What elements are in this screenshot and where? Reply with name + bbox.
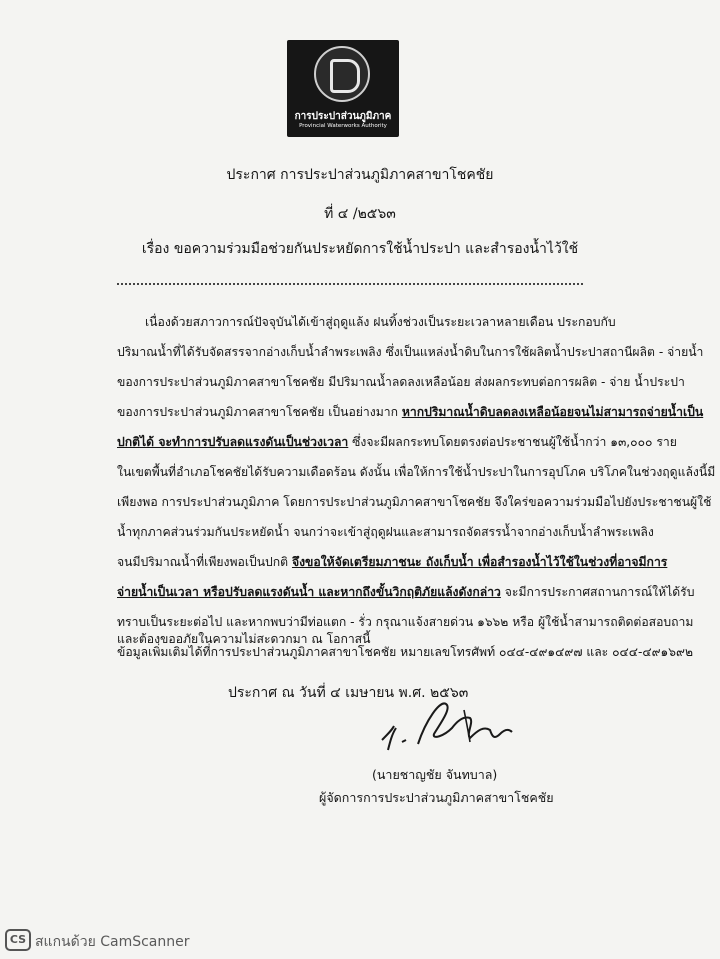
dotted-divider bbox=[117, 283, 583, 285]
body-line bbox=[117, 553, 668, 573]
body-line: ปริมาณน้ำที่ได้รับจัดสรรจากอ่างเก็บน้ำลำพระเพลิง ซึ่งเป็นแหล่งน้ำดิบในการใช้ผลิตน้ำประปาสถานีผลิต - จ่ายน้ำ bbox=[117, 345, 704, 359]
handwritten-signature bbox=[374, 690, 524, 758]
body-line bbox=[117, 433, 677, 453]
body-line: ในเขตพื้นที่อำเภอโชคชัยได้รับความเดือดร้อน ดังนั้น เพื่อให้การใช้น้ำประปาในการอุปโภค บริโภคในช่วงฤดูแล้งนี้มี bbox=[117, 465, 716, 479]
announcement-number: ที่ ๔ /๒๕๖๓ bbox=[324, 206, 396, 222]
emphasized-text: จ่ายน้ำเป็นเวลา หรือปรับลดแรงดันน้ำ และหากถึงขั้นวิกฤติภัยแล้งดังกล่าว bbox=[117, 585, 501, 599]
body-line: และต้องขออภัยในความไม่สะดวกมา ณ โอกาสนี้ bbox=[117, 632, 371, 646]
body-line bbox=[117, 403, 704, 423]
camscanner-logo-icon: CS bbox=[5, 929, 31, 951]
body-line: เนื่องด้วยสภาวการณ์ปัจจุบันได้เข้าสู่ฤดูแล้ง ฝนทิ้งช่วงเป็นระยะเวลาหลายเดือน ประกอบกับ bbox=[145, 315, 616, 329]
signer-name: (นายชาญชัย จันทบาล) bbox=[372, 767, 498, 782]
emphasized-text: จึงขอให้จัดเตรียมภาชนะ ถังเก็บน้ำ เพื่อสำรองน้ำไว้ใช้ในช่วงที่อาจมีการ bbox=[291, 555, 668, 569]
body-line: เพียงพอ การประปาส่วนภูมิภาค โดยการประปาส่วนภูมิภาคสาขาโชคชัย จึงใคร่ขอความร่วมมือไปยังประชาชนผู้ใช้ bbox=[117, 495, 712, 509]
body-text: จนมีปริมาณน้ำที่เพียงพอเป็นปกติ bbox=[117, 555, 292, 569]
body-text: จะมีการประกาศสถานการณ์ให้ได้รับ bbox=[500, 585, 695, 599]
announcement-date: ประกาศ ณ วันที่ ๔ เมษายน พ.ศ. ๒๕๖๓ bbox=[228, 685, 469, 701]
body-line: ข้อมูลเพิ่มเติมได้ที่การประปาส่วนภูมิภาคสาขาโชคชัย หมายเลขโทรศัพท์ ๐๔๔-๔๙๑๔๙๗ และ ๐๔๔-๔๙๑๖๙๒ bbox=[117, 645, 693, 659]
signer-title: ผู้จัดการการประปาส่วนภูมิภาคสาขาโชคชัย bbox=[319, 790, 554, 805]
body-line: ทราบเป็นระยะต่อไป และหากพบว่ามีท่อแตก - รั่ว กรุณาแจ้งสายด่วน ๑๖๖๒ หรือ ผู้ใช้น้ำสามารถติดต่อสอบถาม bbox=[117, 615, 694, 629]
body-line: น้ำทุกภาคส่วนร่วมกันประหยัดน้ำ จนกว่าจะเข้าสู่ฤดูฝนและสามารถจัดสรรน้ำจากอ่างเก็บน้ำลำพระเพลิง bbox=[117, 525, 654, 539]
camscanner-text: สแกนด้วย CamScanner bbox=[35, 934, 190, 950]
body-line bbox=[117, 583, 695, 603]
pwa-logo bbox=[287, 40, 399, 137]
announcement-subject: เรื่อง ขอความร่วมมือช่วยกันประหยัดการใช้น้ำประปา และสำรองน้ำไว้ใช้ bbox=[141, 241, 579, 257]
announcement-title: ประกาศ การประปาส่วนภูมิภาคสาขาโชคชัย bbox=[226, 167, 494, 183]
logo-name-thai: การประปาส่วนภูมิภาค bbox=[294, 111, 392, 122]
pwa-emblem-icon bbox=[314, 46, 370, 102]
logo-name-english: Provincial Waterworks Authority bbox=[299, 123, 387, 129]
emphasized-text: ปกติได้ จะทำการปรับลดแรงดันเป็นช่วงเวลา bbox=[117, 435, 349, 449]
body-line: ของการประปาส่วนภูมิภาคสาขาโชคชัย มีปริมาณน้ำลดลงเหลือน้อย ส่งผลกระทบต่อการผลิต - จ่าย น้ำประปา bbox=[117, 375, 685, 389]
body-text: ซึ่งจะมีผลกระทบโดยตรงต่อประชาชนผู้ใช้น้ำกว่า ๑๓,๐๐๐ ราย bbox=[348, 435, 677, 449]
emphasized-text: หากปริมาณน้ำดิบลดลงเหลือน้อยจนไม่สามารถจ่ายน้ำเป็น bbox=[401, 405, 704, 419]
body-text: ของการประปาส่วนภูมิภาคสาขาโชคชัย เป็นอย่างมาก bbox=[117, 405, 402, 419]
